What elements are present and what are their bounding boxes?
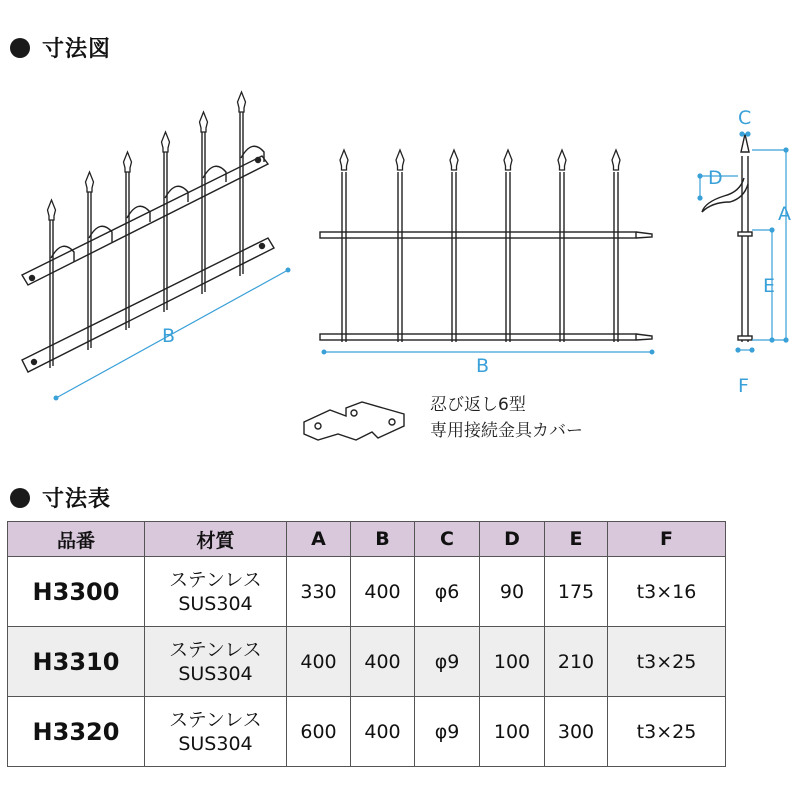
material-cell (145, 627, 287, 697)
material-grade: SUS304 (178, 732, 253, 755)
section-title: 寸法図 (42, 37, 112, 62)
value-f: t3×25 (608, 697, 726, 767)
connector-cover-drawing (304, 402, 404, 440)
dimension-label-b-perspective: B (162, 325, 176, 347)
value-f: t3×25 (608, 627, 726, 697)
value-e: 175 (545, 557, 608, 627)
dimension-label-e: E (763, 275, 776, 297)
material-name: ステンレス (169, 638, 262, 661)
material-grade: SUS304 (178, 592, 253, 615)
table-row (8, 557, 726, 627)
section-heading-dimension-table (10, 482, 111, 513)
perspective-view (22, 92, 291, 401)
value-b: 400 (351, 697, 415, 767)
product-code: H3310 (8, 627, 145, 697)
material-cell (145, 697, 287, 767)
value-f: t3×16 (608, 557, 726, 627)
value-d: 100 (480, 627, 545, 697)
side-view (698, 132, 788, 352)
dimension-label-d: D (708, 167, 723, 189)
material-name: ステンレス (169, 568, 262, 591)
product-code: H3320 (8, 697, 145, 767)
table-header-cell: D (480, 522, 545, 557)
value-e: 300 (545, 697, 608, 767)
dimension-table (7, 521, 726, 767)
dimension-label-a: A (778, 203, 791, 225)
value-b: 400 (351, 557, 415, 627)
table-header-cell: E (545, 522, 608, 557)
dimension-label-c: C (738, 107, 752, 129)
section-title: 寸法表 (42, 487, 112, 512)
table-row (8, 627, 726, 697)
table-header-cell: C (415, 522, 480, 557)
dimension-diagram (0, 80, 800, 460)
value-a: 400 (287, 627, 351, 697)
material-name: ステンレス (169, 708, 262, 731)
table-header-cell: 材質 (145, 522, 287, 557)
table-row (8, 697, 726, 767)
product-code: H3300 (8, 557, 145, 627)
table-header-cell: 品番 (8, 522, 145, 557)
material-grade: SUS304 (178, 662, 253, 685)
bullet-icon (10, 38, 30, 58)
dimension-label-b-front: B (476, 355, 490, 377)
value-c: φ6 (415, 557, 480, 627)
bullet-icon (10, 488, 30, 508)
connector-caption-line1: 忍び返し6型 (430, 395, 526, 415)
value-b: 400 (351, 627, 415, 697)
table-header-row (8, 522, 726, 557)
value-d: 100 (480, 697, 545, 767)
value-e: 210 (545, 627, 608, 697)
dimension-label-f: F (738, 375, 749, 397)
table-header-cell: F (608, 522, 726, 557)
value-c: φ9 (415, 627, 480, 697)
connector-caption-line2: 専用接続金具カバー (430, 421, 583, 441)
material-cell (145, 557, 287, 627)
table-header-cell: A (287, 522, 351, 557)
value-c: φ9 (415, 697, 480, 767)
front-view (320, 150, 655, 355)
value-d: 90 (480, 557, 545, 627)
table-header-cell: B (351, 522, 415, 557)
value-a: 330 (287, 557, 351, 627)
value-a: 600 (287, 697, 351, 767)
section-heading-dimension-drawing (10, 32, 111, 63)
